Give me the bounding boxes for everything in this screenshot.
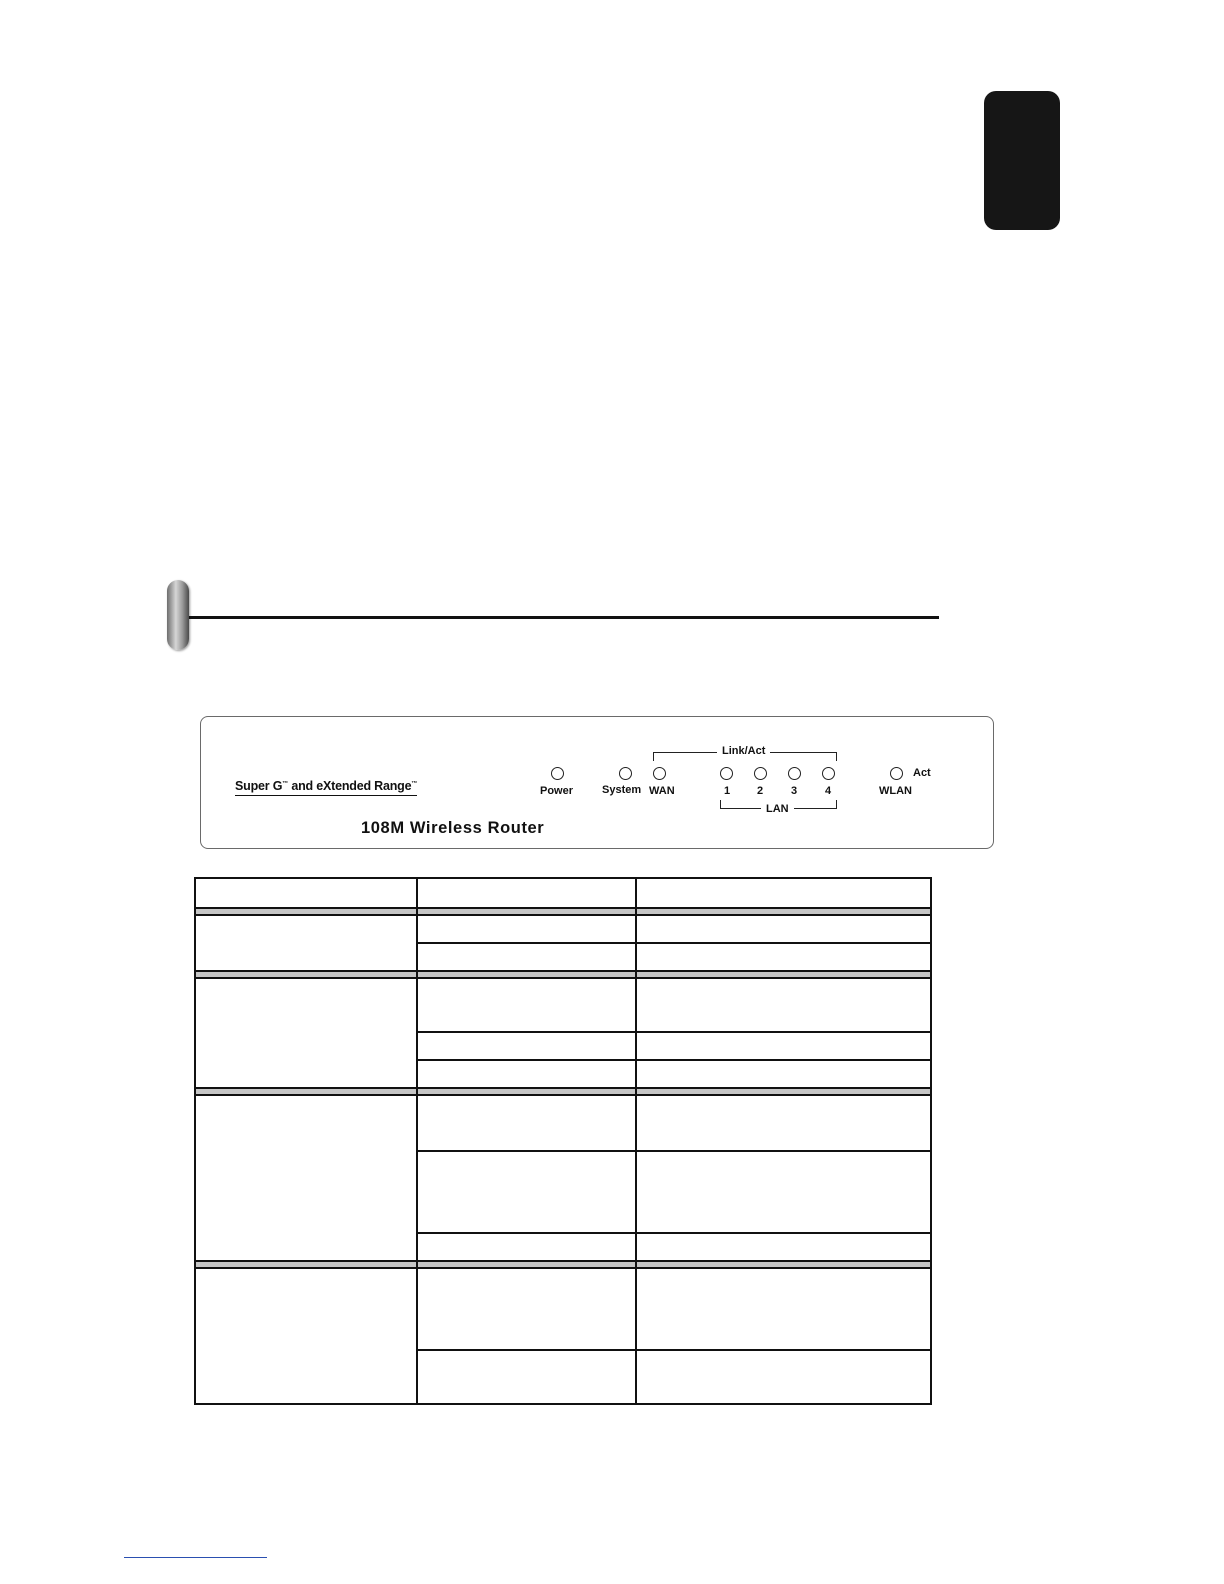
table-cell	[636, 1151, 931, 1233]
lan3-led-icon	[788, 767, 801, 780]
table-cell	[636, 1350, 931, 1404]
table-cell	[417, 915, 636, 943]
section-tab-marker	[984, 91, 1060, 230]
table-cell	[417, 1268, 636, 1350]
router-front-panel	[200, 716, 994, 849]
table-cell	[636, 1060, 931, 1088]
wan-led-label: WAN	[649, 785, 675, 797]
table-cell	[636, 1032, 931, 1060]
table-row	[195, 1268, 931, 1350]
wlan-led-icon	[890, 767, 903, 780]
table-cell	[417, 1151, 636, 1233]
table-group-name	[195, 1095, 417, 1261]
power-led-label: Power	[540, 785, 574, 797]
brand-line	[235, 779, 417, 796]
table-group-divider	[195, 908, 931, 915]
lan2-led-label: 2	[757, 785, 764, 797]
table-header-cell	[195, 878, 417, 908]
table-cell	[417, 978, 636, 1032]
lan4-led-icon	[822, 767, 835, 780]
table-cell	[417, 1233, 636, 1261]
table-cell	[636, 1095, 931, 1151]
trademark-mark-2: ™	[411, 780, 418, 787]
trademark-mark-1: ™	[282, 780, 289, 787]
table-cell	[636, 943, 931, 971]
wan-led-icon	[653, 767, 666, 780]
lan3-led-label: 3	[791, 785, 798, 797]
section-heading-rule	[189, 616, 939, 619]
table-cell	[636, 978, 931, 1032]
table-cell	[636, 1268, 931, 1350]
wlan-led-label: WLAN	[879, 785, 912, 797]
lan1-led-icon	[720, 767, 733, 780]
brand-mid: and eXtended Range	[291, 779, 412, 793]
table-cell	[417, 1060, 636, 1088]
table-cell	[417, 1350, 636, 1404]
table-row	[195, 978, 931, 1032]
table-group-divider	[195, 1088, 931, 1095]
link-act-label: Link/Act	[717, 745, 770, 757]
footer-link-underline[interactable]	[124, 1557, 267, 1558]
lan2-led-icon	[754, 767, 767, 780]
wlan-act-label: Act	[913, 767, 931, 779]
table-header-cell	[636, 878, 931, 908]
brand-prefix: Super G	[235, 779, 283, 793]
table-cell	[417, 1032, 636, 1060]
table-group-name	[195, 915, 417, 971]
lan4-led-label: 4	[825, 785, 832, 797]
table-cell	[636, 1233, 931, 1261]
table-group-divider	[195, 1261, 931, 1268]
table-cell	[417, 943, 636, 971]
system-led-icon	[619, 767, 632, 780]
table-group-name	[195, 978, 417, 1088]
table-group-divider	[195, 971, 931, 978]
table-group-name	[195, 1268, 417, 1404]
model-name: 108M Wireless Router	[361, 819, 545, 837]
led-status-table	[194, 877, 932, 1405]
table-cell	[636, 915, 931, 943]
lan1-led-label: 1	[724, 785, 731, 797]
system-led-label: System	[602, 784, 642, 796]
power-led-icon	[551, 767, 564, 780]
table-row	[195, 915, 931, 943]
table-header-cell	[417, 878, 636, 908]
section-heading-pill	[167, 580, 189, 650]
table-row	[195, 1095, 931, 1151]
lan-group-label: LAN	[761, 803, 794, 815]
table-cell	[417, 1095, 636, 1151]
table-header-row	[195, 878, 931, 908]
